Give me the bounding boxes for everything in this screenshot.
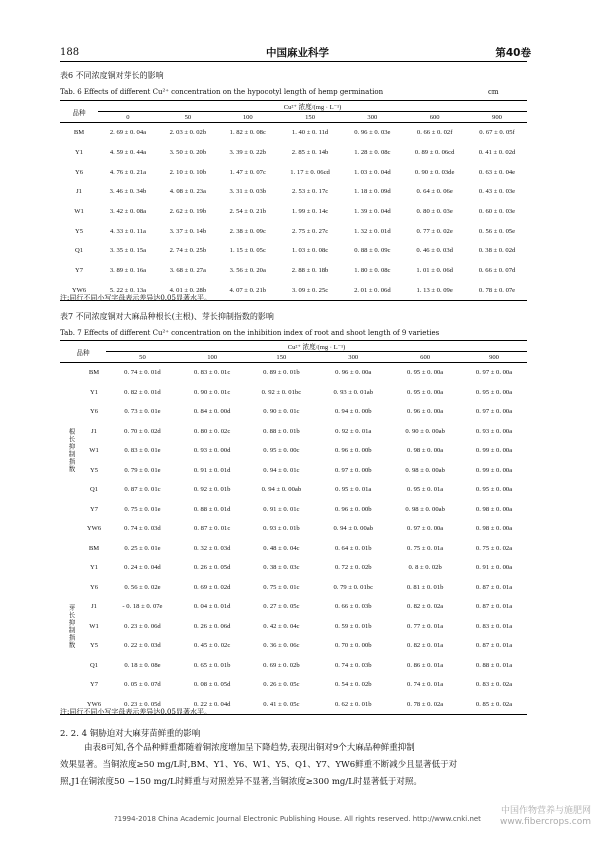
value-cell: 0. 96 ± 0. 00b (334, 505, 372, 513)
value-cell: 1. 01 ± 0. 06d (416, 267, 453, 275)
value-cell: 5. 22 ± 0. 13a (98, 281, 158, 301)
body-line-1: 由表8可知,各个品种鲜重都随着铜浓度增加呈下降趋势,表现出铜对9个大麻品种鲜重抑制 (84, 743, 415, 753)
table6-conc-300: 300 (342, 112, 402, 123)
table7-conc-900: 900 (461, 352, 527, 363)
value-cell: 0. 94 ± 0. 00ab (333, 525, 373, 533)
value-cell: 1. 47 ± 0. 07c (229, 168, 266, 176)
value-cell: 0. 42 ± 0. 04c (263, 622, 300, 630)
value-cell: 0. 56 ± 0. 05e (478, 227, 516, 235)
variety-cell: Y7 (89, 681, 99, 689)
value-cell: - 0. 18 ± 0. 07e (122, 603, 163, 611)
variety-cell: W1 (74, 208, 84, 216)
value-cell: 0. 74 ± 0. 03b (334, 661, 372, 669)
value-cell: 0. 98 ± 0. 00ab (405, 505, 445, 513)
value-cell: 0. 84 ± 0. 00d (193, 408, 231, 416)
value-cell: 0. 75 ± 0. 01c (263, 583, 300, 591)
variety-cell: YW6 (82, 695, 106, 715)
table7-conc-300: 300 (317, 352, 389, 363)
value-cell: 0. 48 ± 0. 04c (263, 544, 300, 552)
value-cell: 0. 22 ± 0. 03d (124, 642, 161, 650)
value-cell: 0. 70 ± 0. 02d (124, 427, 161, 435)
value-cell: 0. 87 ± 0. 01a (475, 603, 513, 611)
value-cell: 1. 39 ± 0. 04d (354, 208, 391, 216)
value-cell: 3. 68 ± 0. 27a (169, 267, 206, 275)
value-cell: 0. 23 ± 0. 06d (124, 622, 161, 630)
table7-conc-row (60, 352, 527, 363)
value-cell: 0. 45 ± 0. 02c (194, 642, 231, 650)
value-cell: 0. 95 ± 0. 00a (407, 388, 444, 396)
root-group-label: 根长抑制指数 (67, 428, 75, 474)
value-cell: 3. 35 ± 0. 15a (109, 247, 147, 255)
value-cell: 0. 24 ± 0. 04d (124, 564, 161, 572)
value-cell: 0. 66 ± 0. 07d (478, 267, 516, 275)
value-cell: 0. 27 ± 0. 05c (263, 603, 300, 611)
value-cell: 1. 99 ± 0. 14c (291, 208, 329, 216)
value-cell: 0. 59 ± 0. 01b (334, 622, 372, 630)
variety-cell: Y5 (89, 642, 99, 650)
table6-unit: cm (488, 88, 499, 96)
table6-conc-150: 150 (278, 112, 343, 123)
value-cell: 0. 99 ± 0. 00a (475, 466, 513, 474)
value-cell: 0. 91 ± 0. 01c (263, 505, 300, 513)
variety-cell: BM (73, 129, 85, 137)
value-cell: 0. 95 ± 0. 01a (407, 486, 444, 494)
volume-label: 第40卷 (495, 47, 531, 59)
table6-conc-0: 0 (98, 112, 158, 123)
table-row (60, 182, 527, 202)
value-cell: 0. 90 ± 0. 01c (263, 408, 300, 416)
value-cell: 0. 79 ± 0. 01bc (333, 583, 373, 591)
table-row (60, 617, 527, 637)
value-cell: 0. 41 ± 0. 05c (245, 695, 317, 715)
table-row (60, 241, 527, 261)
value-cell: 0. 69 ± 0. 02b (263, 661, 300, 669)
value-cell: 0. 70 ± 0. 00b (334, 642, 372, 650)
value-cell: 0. 82 ± 0. 01a (407, 642, 444, 650)
watermark (500, 806, 591, 828)
value-cell: 0. 8 ± 0. 02b (408, 564, 442, 572)
value-cell: 0. 93 ± 0. 01b (263, 525, 300, 533)
value-cell: 0. 64 ± 0. 01b (334, 544, 372, 552)
table-row (60, 221, 527, 241)
value-cell: 0. 64 ± 0. 06e (416, 188, 453, 196)
variety-cell: Y1 (89, 388, 99, 396)
value-cell: 3. 46 ± 0. 34b (109, 188, 147, 196)
value-cell: 0. 74 ± 0. 03d (124, 525, 161, 533)
variety-cell: Y7 (74, 267, 84, 275)
table-row (60, 402, 527, 422)
value-cell: 0. 26 ± 0. 06d (193, 622, 231, 630)
value-cell: 0. 88 ± 0. 01d (193, 505, 231, 513)
value-cell: 0. 43 ± 0. 03e (478, 188, 516, 196)
value-cell: 2. 38 ± 0. 09c (229, 227, 266, 235)
table7-conc-100: 100 (179, 352, 246, 363)
value-cell: 0. 87 ± 0. 01a (475, 583, 513, 591)
value-cell: 2. 53 ± 0. 17c (291, 188, 329, 196)
variety-cell: YW6 (86, 525, 102, 533)
variety-cell: J1 (76, 188, 82, 196)
value-cell: 0. 85 ± 0. 02a (461, 695, 527, 715)
body-line-2: 效果显著。当铜浓度≥50 mg/L时,BM、Y1、Y6、W1、Y5、Q1、Y7、YW6鲜重不断减少且显著低于对 (60, 760, 458, 770)
value-cell: 4. 33 ± 0. 11a (109, 227, 146, 235)
variety-cell: Y5 (89, 466, 99, 474)
variety-cell: Q1 (89, 661, 99, 669)
value-cell: 0. 86 ± 0. 01a (407, 661, 444, 669)
variety-cell: Y6 (74, 168, 84, 176)
table7-variety-header: 品种 (60, 341, 106, 363)
value-cell: 4. 59 ± 0. 44a (109, 149, 147, 157)
value-cell: 0. 80 ± 0. 03e (416, 208, 453, 216)
table6-conc-50: 50 (158, 112, 218, 123)
value-cell: 0. 92 ± 0. 01a (335, 427, 372, 435)
value-cell: 0. 46 ± 0. 03d (416, 247, 453, 255)
table-row (60, 656, 527, 676)
variety-cell: Y5 (74, 227, 84, 235)
value-cell: 0. 94 ± 0. 00ab (261, 486, 302, 494)
shoot-group-label: 芽长抑制指数 (60, 539, 82, 715)
value-cell: 0. 56 ± 0. 02e (124, 583, 161, 591)
variety-cell: BM (88, 369, 100, 377)
table-row (60, 422, 527, 442)
value-cell: 1. 03 ± 0. 08c (291, 247, 329, 255)
table6-conc-600: 600 (402, 112, 467, 123)
table6-conc-header: Cu²⁺ 浓度/(mg · L⁻¹) (98, 101, 527, 112)
variety-cell: Q1 (74, 247, 84, 255)
watermark-line-2: www.fibercrops.com (500, 817, 591, 827)
value-cell: 0. 32 ± 0. 03d (193, 544, 231, 552)
value-cell: 3. 89 ± 0. 16a (109, 267, 147, 275)
value-cell: 2. 88 ± 0. 18b (291, 267, 329, 275)
value-cell: 0. 63 ± 0. 04e (478, 168, 516, 176)
value-cell: 1. 15 ± 0. 05c (229, 247, 266, 255)
value-cell: 0. 82 ± 0. 02a (407, 603, 444, 611)
value-cell: 0. 88 ± 0. 09c (354, 247, 391, 255)
value-cell: 2. 54 ± 0. 21b (229, 208, 267, 216)
value-cell: 0. 22 ± 0. 04d (179, 695, 246, 715)
value-cell: 4. 07 ± 0. 21b (218, 281, 278, 301)
value-cell: 3. 50 ± 0. 20b (169, 149, 207, 157)
table-row (60, 202, 527, 222)
value-cell: 0. 95 ± 0. 01a (335, 486, 372, 494)
value-cell: 0. 66 ± 0. 03b (334, 603, 372, 611)
table-row (60, 500, 527, 520)
value-cell: 0. 41 ± 0. 02d (478, 149, 516, 157)
value-cell: 0. 80 ± 0. 02c (194, 427, 231, 435)
value-cell: 0. 38 ± 0. 02d (478, 247, 516, 255)
variety-cell: Y1 (74, 149, 84, 157)
value-cell: 0. 79 ± 0. 01e (124, 466, 161, 474)
value-cell: 0. 94 ± 0. 01c (263, 466, 300, 474)
value-cell: 1. 28 ± 0. 08c (354, 149, 391, 157)
table6-conc-100: 100 (218, 112, 278, 123)
value-cell: 0. 97 ± 0. 00a (475, 408, 513, 416)
table-row (60, 480, 527, 500)
table-row (60, 143, 527, 163)
section-body (60, 740, 530, 791)
value-cell: 3. 37 ± 0. 14b (169, 227, 207, 235)
variety-cell: W1 (89, 622, 99, 630)
value-cell: 0. 87 ± 0. 01c (124, 486, 161, 494)
value-cell: 0. 99 ± 0. 00a (475, 447, 513, 455)
table-row (60, 363, 527, 383)
value-cell: 1. 40 ± 0. 11d (291, 129, 329, 137)
table-row (60, 162, 527, 182)
value-cell: 2. 75 ± 0. 27c (291, 227, 329, 235)
variety-cell: W1 (89, 447, 99, 455)
value-cell: 0. 91 ± 0. 01d (193, 466, 231, 474)
value-cell: 0. 83 ± 0. 01e (124, 447, 161, 455)
table-row (60, 519, 527, 539)
table-row (60, 597, 527, 617)
value-cell: 0. 92 ± 0. 01b (193, 486, 231, 494)
value-cell: 0. 95 ± 0. 00c (263, 447, 300, 455)
value-cell: 0. 98 ± 0. 00a (475, 525, 513, 533)
body-line-3: 照,J1在铜浓度50 ~150 mg/L时鲜重与对照差异不显著,当铜浓度≥300 mg/L时显著低于对照。 (60, 777, 422, 787)
value-cell: 0. 95 ± 0. 00a (475, 486, 513, 494)
value-cell: 0. 95 ± 0. 00a (475, 388, 513, 396)
value-cell: 0. 93 ± 0. 00d (193, 447, 231, 455)
section-heading: 2. 2. 4 铜胁迫对大麻芽苗鲜重的影响 (60, 729, 201, 739)
value-cell: 0. 90 ± 0. 03de (414, 168, 455, 176)
value-cell: 0. 83 ± 0. 02a (475, 681, 513, 689)
table6 (60, 100, 527, 301)
table6-conc-900: 900 (467, 112, 527, 123)
value-cell: 0. 93 ± 0. 00a (475, 427, 513, 435)
value-cell: 4. 76 ± 0. 21a (109, 168, 147, 176)
table-row (60, 636, 527, 656)
value-cell: 0. 97 ± 0. 00b (334, 466, 372, 474)
value-cell: 0. 87 ± 0. 01a (475, 642, 513, 650)
value-cell: 0. 87 ± 0. 01c (194, 525, 231, 533)
value-cell: 0. 75 ± 0. 01e (124, 505, 161, 513)
table-row (60, 539, 527, 559)
variety-cell: Y6 (89, 583, 99, 591)
value-cell: 2. 85 ± 0. 14b (291, 149, 329, 157)
value-cell: 0. 75 ± 0. 02a (475, 544, 513, 552)
table-row (60, 123, 527, 143)
value-cell: 0. 96 ± 0. 00a (407, 408, 444, 416)
value-cell: 1. 32 ± 0. 01d (354, 227, 391, 235)
value-cell: 0. 26 ± 0. 05c (263, 681, 300, 689)
table6-caption-en: Tab. 6 Effects of different Cu²⁺ concentration on the hypocotyl length of hemp germination (60, 88, 384, 96)
value-cell: 2. 03 ± 0. 02b (169, 129, 207, 137)
value-cell: 0. 67 ± 0. 05f (479, 129, 515, 137)
value-cell: 0. 72 ± 0. 02b (334, 564, 372, 572)
value-cell: 0. 04 ± 0. 01d (193, 603, 231, 611)
value-cell: 4. 01 ± 0. 28b (158, 281, 218, 301)
value-cell: 0. 77 ± 0. 02e (416, 227, 453, 235)
value-cell: 0. 83 ± 0. 01a (475, 622, 513, 630)
variety-cell: Q1 (89, 486, 99, 494)
value-cell: 0. 77 ± 0. 01a (407, 622, 444, 630)
value-cell: 0. 97 ± 0. 00a (407, 525, 444, 533)
value-cell: 2. 69 ± 0. 04a (109, 129, 147, 137)
value-cell: 3. 39 ± 0. 22b (229, 149, 267, 157)
value-cell: 2. 10 ± 0. 10b (169, 168, 207, 176)
value-cell: 1. 82 ± 0. 08c (229, 129, 266, 137)
table7-caption-cn: 表7 不同浓度铜对大麻品种根长(主根)、芽长抑制指数的影响 (60, 312, 274, 321)
value-cell: 0. 90 ± 0. 01c (194, 388, 231, 396)
table7-body (60, 363, 527, 715)
table7-conc-50: 50 (106, 352, 179, 363)
value-cell: 0. 98 ± 0. 00a (475, 505, 513, 513)
value-cell: 0. 08 ± 0. 05d (193, 681, 231, 689)
table-row (60, 578, 527, 598)
table6-conc-row (60, 112, 527, 123)
value-cell: 3. 56 ± 0. 20a (229, 267, 266, 275)
value-cell: 0. 78 ± 0. 02a (389, 695, 461, 715)
value-cell: 0. 98 ± 0. 00ab (405, 466, 445, 474)
value-cell: 0. 83 ± 0. 01c (194, 369, 231, 377)
value-cell: 2. 01 ± 0. 06d (342, 281, 402, 301)
value-cell: 0. 82 ± 0. 01d (124, 388, 161, 396)
table-row (60, 675, 527, 695)
journal-title: 中国麻业科学 (266, 47, 329, 59)
table-row (60, 261, 527, 281)
page-number: 188 (60, 47, 80, 58)
value-cell: 2. 62 ± 0. 19b (169, 208, 207, 216)
table-row (60, 558, 527, 578)
value-cell: 1. 03 ± 0. 04d (354, 168, 391, 176)
copyright-footer: ?1994-2018 China Academic Journal Electronic Publishing House. All rights reserved. http://www.cnki.net (114, 815, 481, 823)
table-row (60, 383, 527, 403)
table-row (60, 441, 527, 461)
value-cell: 0. 66 ± 0. 02f (416, 129, 453, 137)
value-cell: 0. 96 ± 0. 00b (334, 447, 372, 455)
variety-cell: Y6 (89, 408, 99, 416)
value-cell: 0. 62 ± 0. 01b (317, 695, 389, 715)
table7-conc-150: 150 (245, 352, 317, 363)
value-cell: 0. 78 ± 0. 07e (467, 281, 527, 301)
variety-cell: J1 (91, 603, 97, 611)
table6-note: 注:同行不同小写字母表示差异达0.05显著水平。 (60, 294, 211, 302)
value-cell: 0. 65 ± 0. 01b (193, 661, 231, 669)
value-cell: 1. 17 ± 0. 06cd (290, 168, 330, 176)
value-cell: 3. 31 ± 0. 03b (229, 188, 267, 196)
value-cell: 4. 08 ± 0. 23a (169, 188, 206, 196)
value-cell: 0. 18 ± 0. 08e (124, 661, 161, 669)
value-cell: 0. 88 ± 0. 01a (475, 661, 513, 669)
header-rule (60, 61, 527, 62)
table7-conc-header: Cu²⁺ 浓度/(mg · L⁻¹) (106, 341, 527, 352)
table7-note: 注:同行不同小写字母表示差异达0.05显著水平。 (60, 708, 211, 716)
value-cell: 0. 93 ± 0. 01ab (333, 388, 373, 396)
value-cell: 0. 38 ± 0. 03c (263, 564, 300, 572)
table6-caption-cn: 表6 不同浓度铜对芽长的影响 (60, 71, 164, 80)
value-cell: 3. 09 ± 0. 25c (278, 281, 343, 301)
value-cell: 0. 25 ± 0. 01e (124, 544, 161, 552)
value-cell: 0. 26 ± 0. 05d (193, 564, 231, 572)
value-cell: 0. 81 ± 0. 01b (406, 583, 444, 591)
value-cell: 0. 54 ± 0. 02b (334, 681, 372, 689)
value-cell: 0. 36 ± 0. 06c (263, 642, 300, 650)
value-cell: 2. 74 ± 0. 25b (169, 247, 207, 255)
value-cell: 1. 13 ± 0. 09e (402, 281, 467, 301)
value-cell: 0. 89 ± 0. 06cd (414, 149, 455, 157)
value-cell: 0. 98 ± 0. 00a (407, 447, 444, 455)
table6-variety-header: 品种 (60, 101, 98, 123)
value-cell: 0. 92 ± 0. 01bc (261, 388, 302, 396)
variety-cell: Y7 (89, 505, 99, 513)
value-cell: 0. 88 ± 0. 01b (263, 427, 300, 435)
value-cell: 0. 74 ± 0. 01a (407, 681, 444, 689)
value-cell: 0. 95 ± 0. 00a (407, 369, 444, 377)
table7-conc-600: 600 (389, 352, 461, 363)
value-cell: 1. 18 ± 0. 09d (354, 188, 391, 196)
table6-body (60, 123, 527, 301)
value-cell: 0. 91 ± 0. 00a (475, 564, 513, 572)
value-cell: 0. 60 ± 0. 03e (478, 208, 516, 216)
variety-cell: Y1 (89, 564, 99, 572)
value-cell: 0. 90 ± 0. 00ab (405, 427, 445, 435)
variety-cell: YW6 (60, 281, 98, 301)
watermark-line-1: 中国作物营养与施肥网 (500, 806, 591, 816)
value-cell: 0. 75 ± 0. 01a (407, 544, 444, 552)
value-cell: 0. 96 ± 0. 00a (335, 369, 372, 377)
value-cell: 0. 05 ± 0. 07d (124, 681, 161, 689)
value-cell: 0. 23 ± 0. 05d (106, 695, 179, 715)
value-cell: 0. 97 ± 0. 00a (475, 369, 513, 377)
table7 (60, 340, 527, 715)
value-cell: 0. 96 ± 0. 03e (354, 129, 391, 137)
value-cell: 0. 73 ± 0. 01e (124, 408, 161, 416)
value-cell: 0. 94 ± 0. 00b (334, 408, 372, 416)
variety-cell: J1 (91, 427, 97, 435)
table7-caption-en: Tab. 7 Effects of different Cu²⁺ concentration on the inhibition index of root and shoot length of 9 varieties (60, 329, 440, 337)
value-cell: 0. 89 ± 0. 01b (263, 369, 300, 377)
variety-cell: BM (88, 544, 100, 552)
value-cell: 0. 74 ± 0. 01d (124, 369, 161, 377)
value-cell: 3. 42 ± 0. 08a (109, 208, 147, 216)
value-cell: 1. 80 ± 0. 08c (354, 267, 391, 275)
table-row (60, 461, 527, 481)
value-cell: 0. 69 ± 0. 02d (193, 583, 231, 591)
